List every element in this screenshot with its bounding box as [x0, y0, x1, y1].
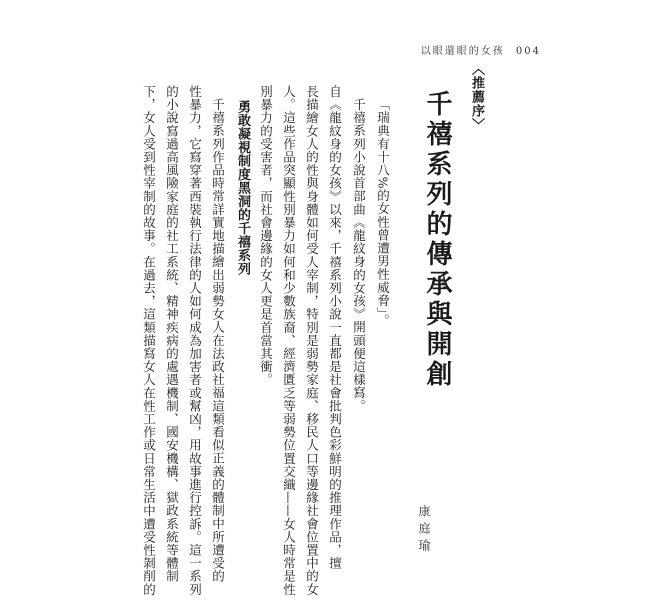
body-column-1: 「瑞典有十八%的女性曾遭男性威脅」。	[375, 98, 391, 327]
preface-title: 千禧系列的傳承與開創	[422, 90, 452, 390]
running-head-title: 以眼還眼的女孩	[420, 46, 505, 57]
body-column-5: 人。這些作品突顯性別暴力如何和少數族裔、經濟匱乏等弱勢位置交織——女人時常是性	[281, 85, 297, 596]
body-column-3: 自《龍紋身的女孩》以來，千禧系列小說一直都是社會批判色彩鮮明的推理作品，擅	[327, 85, 343, 570]
preface-author: 康庭瑜	[417, 505, 431, 556]
body-column-10: 下，女人受到性宰制的故事。在過去，這類描寫女人在性工作或日常生活中遭受性剝削的	[141, 85, 157, 596]
body-column-6: 別暴力的受害者，而社會邊緣的女人更是首當其衝。	[258, 85, 274, 387]
page-number: 004	[515, 46, 541, 57]
body-column-4: 長描繪女人的性與身體如何受人宰制，特別是弱勢家庭、移民人口等邊緣社會位置中的女	[304, 85, 320, 596]
body-column-7: 千禧系列作品時常詳實地描繪出弱勢女人在法政社福這類看似正義的體制中所遭受的	[210, 98, 226, 583]
body-column-9: 的小說寫過高風險家庭的社工系統、精神疾病的處遇機制、國安機構、獄政系統等體制	[164, 85, 180, 583]
body-column-8: 性暴力，它寫穿著西裝執行法律的人如何成為加害者或幫凶，用故事進行控訴。這一系列	[187, 85, 203, 596]
section-heading: 勇敢凝視制度黑洞的千禧系列	[235, 100, 250, 276]
running-head	[421, 42, 541, 57]
preface-label: 〈推薦序〉	[469, 62, 484, 132]
body-column-2: 千禧系列小說首部曲《龍紋身的女孩》開頭便這樣寫。	[351, 98, 367, 413]
